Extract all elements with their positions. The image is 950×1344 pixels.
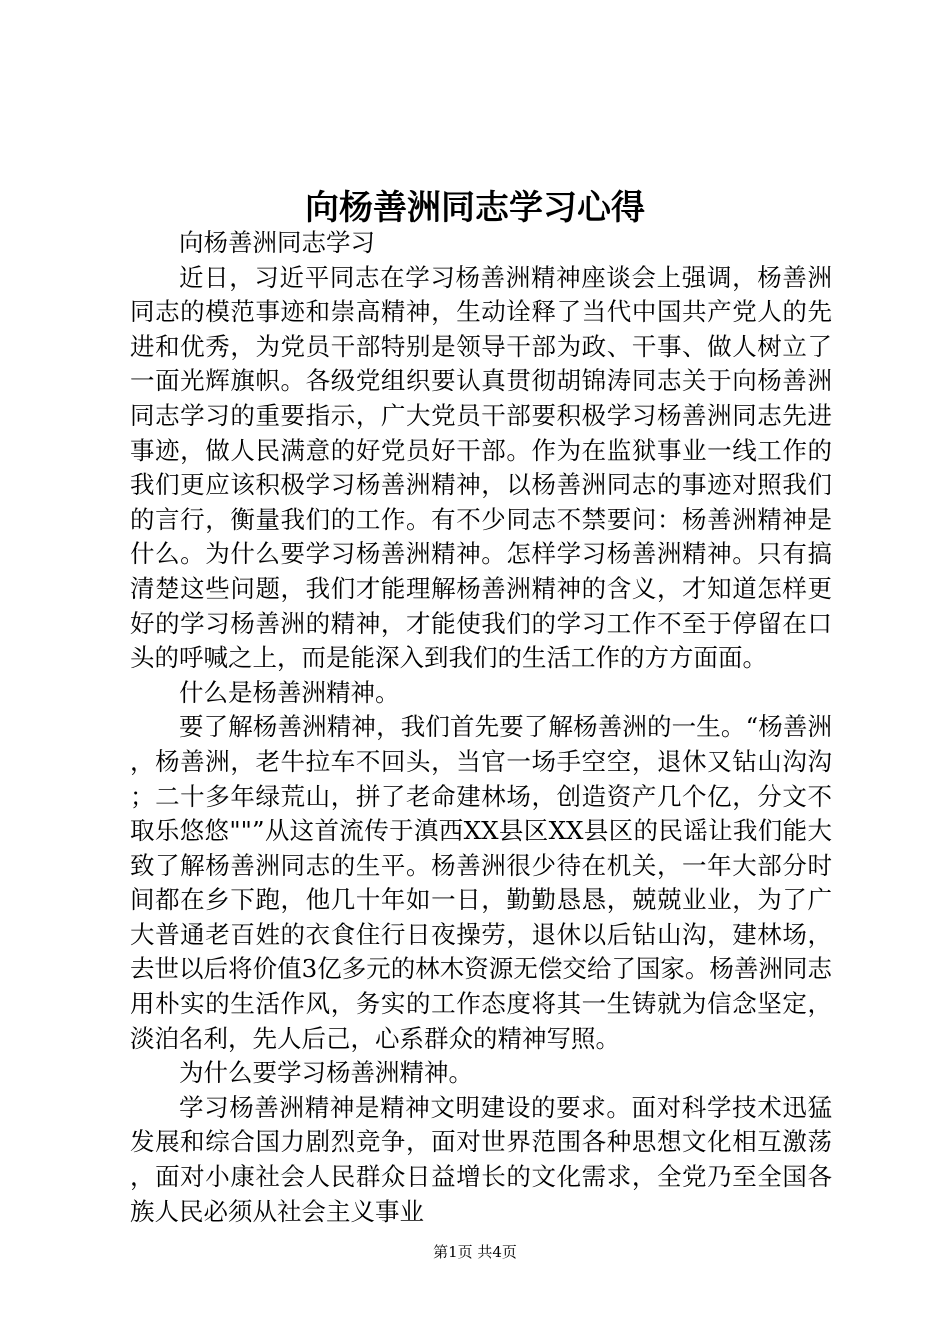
paragraph-heading-what: 什么是杨善洲精神。 xyxy=(179,677,400,707)
paragraph-intro: 近日，习近平同志在学习杨善洲精神座谈会上强调，杨善洲同志的模范事迹和崇高精神，生动诠释了当代中国共产党人的先进和优秀，为党员干部特别是领导干部为政、干事、做人树立了一面光辉旗帜。各级党组织要认真贯彻胡锦涛同志关于向杨善洲同志学习的重要指示，广大党员干部要积极学习杨善洲同志先进事迹，做人民满意的好党员好干部。作为在监狱事业一线工作的我们更应该积极学习杨善洲精神，以杨善洲同志的事迹对照我们的言行，衡量我们的工作。有不少同志不禁要问：杨善洲精神是什么。为什么要学习杨善洲精神。怎样学习杨善洲精神。只有搞清楚这些问题，我们才能理解杨善洲精神的含义，才知道怎样更好的学习杨善洲的精神，才能使我们的学习工作不至于停留在口头的呼喊之上，而是能深入到我们的生活工作的方方面面。 xyxy=(130,262,832,673)
paragraph-heading-why: 为什么要学习杨善洲精神。 xyxy=(179,1058,473,1088)
paragraph-reason: 学习杨善洲精神是精神文明建设的要求。面对科学技术迅猛发展和综合国力剧烈竞争，面对世界范围各种思想文化相互激荡，面对小康社会人民群众日益增长的文化需求，全党乃至全国各族人民必须从社会主义事业 xyxy=(130,1092,832,1226)
paragraph-subtitle: 向杨善洲同志学习 xyxy=(179,228,375,257)
document-body xyxy=(130,226,832,1229)
document-title: 向杨善洲同志学习心得 xyxy=(305,188,645,228)
paragraph-biography: 要了解杨善洲精神，我们首先要了解杨善洲的一生。“杨善洲，杨善洲，老牛拉车不回头，当官一场手空空，退休又钻山沟沟；二十多年绿荒山，拼了老命建林场，创造资产几个亿，分文不取乐悠悠""”从这首流传于滇西XX县区XX县区的民谣让我们能大致了解杨善洲同志的生平。杨善洲很少待在机关，一年大部分时间都在乡下跑，他几十年如一日，勤勤恳恳，兢兢业业，为了广大普通老百姓的衣食住行日夜操劳，退休以后钻山沟，建林场，去世以后将价值3亿多元的林木资源无偿交给了国家。杨善洲同志用朴实的生活作风，务实的工作态度将其一生铸就为信念坚定，淡泊名利，先人后己，心系群众的精神写照。 xyxy=(130,712,832,1053)
page-footer: 第1页 共4页 xyxy=(433,1243,517,1261)
